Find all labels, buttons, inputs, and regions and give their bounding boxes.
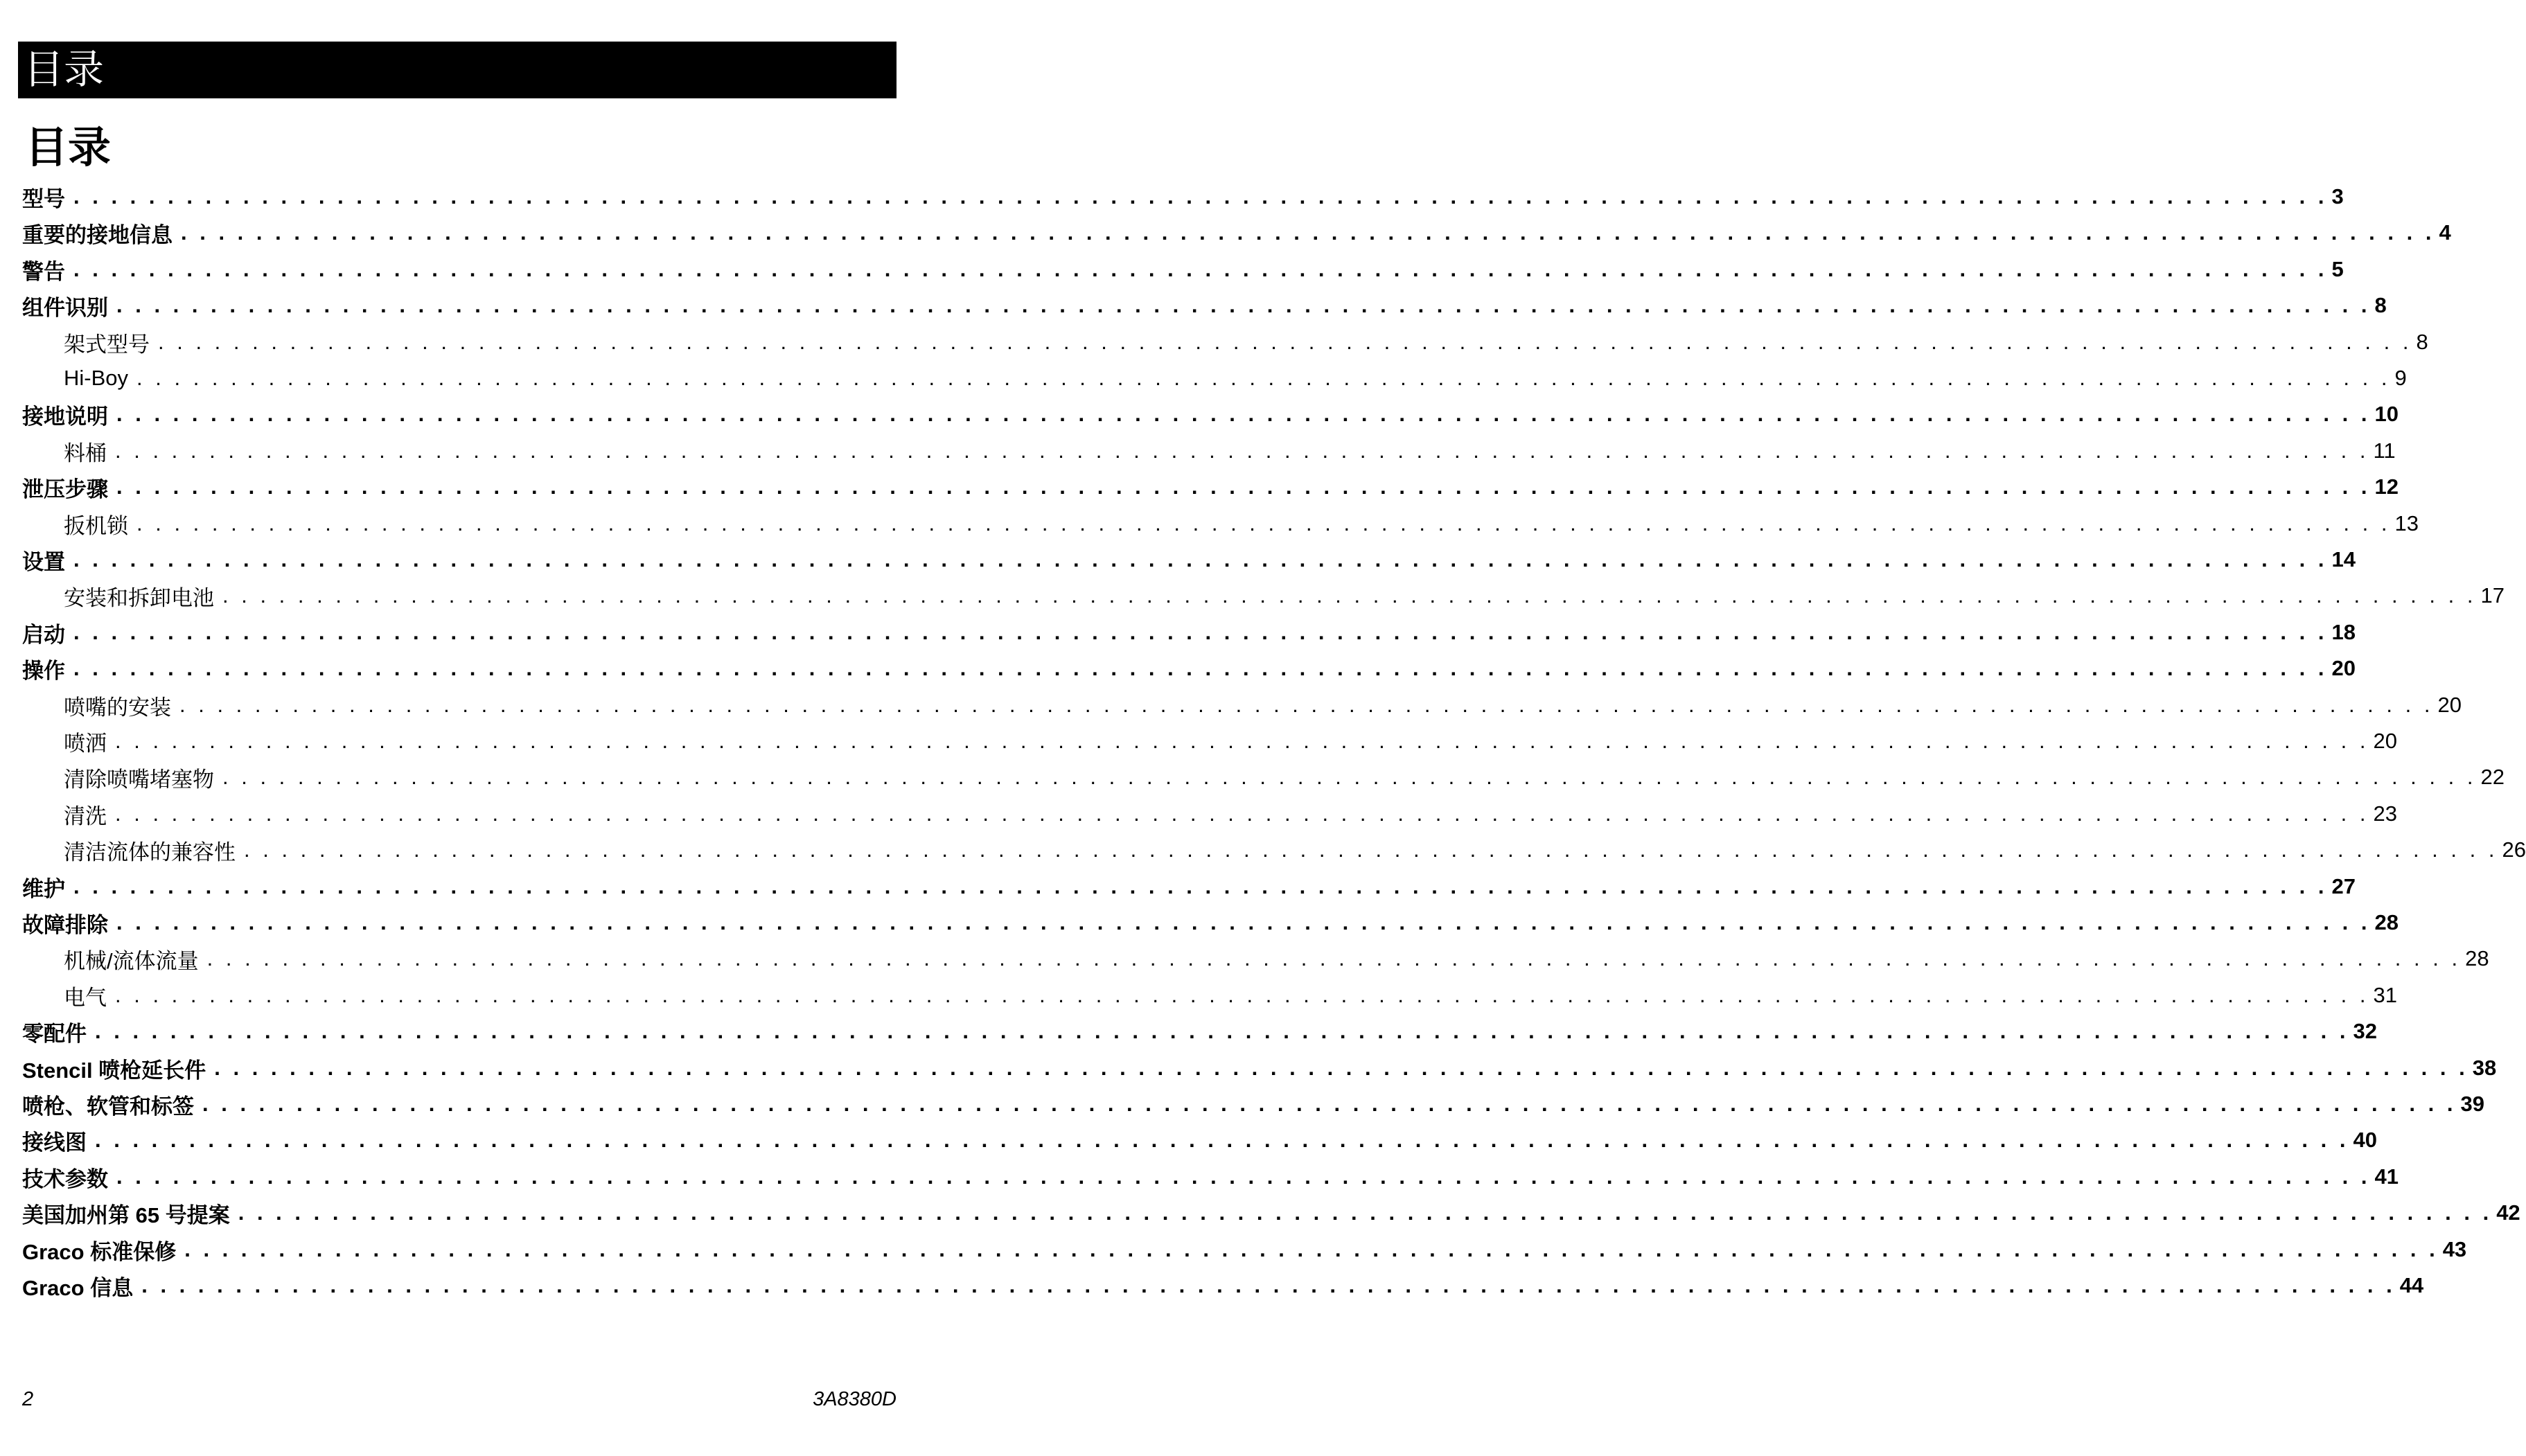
toc-entry-label: 技术参数 <box>22 1166 108 1191</box>
toc-entry-label: 接线图 <box>22 1130 87 1155</box>
toc-entry[interactable] <box>64 360 2407 396</box>
toc-entry[interactable] <box>22 1195 2520 1231</box>
toc-entry[interactable] <box>22 905 2399 941</box>
toc-dot-leader: . . . . . . . . . . . . . . . . . . . . . . . . . . . . . . . . . . . . . . . . . . . . . . . . . . . . . . . . . . . . . . . . . . . . . . . . . . . . . . . . . . . . . . . . . . . . . . . . . . . . . . . . . . . . . . . . . . . . . . . . <box>95 1128 2349 1152</box>
toc-entry-label: 维护 <box>22 876 65 901</box>
toc-entry-page: 20 <box>2437 693 2462 717</box>
toc-entry-label: 型号 <box>22 186 65 211</box>
toc-entry-label: 清除喷嘴堵塞物 <box>64 767 214 792</box>
toc-entry-page: 28 <box>2465 946 2489 970</box>
toc-dot-leader: . . . . . . . . . . . . . . . . . . . . . . . . . . . . . . . . . . . . . . . . . . . . . . . . . . . . . . . . . . . . . . . . . . . . . . . . . . . . . . . . . . . . . . . . . . . . . . . . . . . . . . . . . . . . . . . . . . . . . . . . <box>184 1237 2439 1261</box>
toc-entry-page: 4 <box>2439 220 2451 245</box>
toc-dot-leader: . . . . . . . . . . . . . . . . . . . . . . . . . . . . . . . . . . . . . . . . . . . . . . . . . . . . . . . . . . . . . . . . . . . . . . . . . . . . . . . . . . . . . . . . . . . . . . . . . . . . . . . . . . . . . . . . . . . . . . . . <box>115 983 2369 1007</box>
footer-page-number: 2 <box>22 1388 34 1410</box>
toc-entry[interactable] <box>22 179 2344 215</box>
toc-entry-page: 12 <box>2374 474 2399 499</box>
section-header-bar <box>18 42 897 98</box>
toc-dot-leader: . . . . . . . . . . . . . . . . . . . . . . . . . . . . . . . . . . . . . . . . . . . . . . . . . . . . . . . . . . . . . . . . . . . . . . . . . . . . . . . . . . . . . . . . . . . . . . . . . . . . . . . . . . . . . . . . . . . . . . . . <box>214 1056 2468 1080</box>
toc-dot-leader: . . . . . . . . . . . . . . . . . . . . . . . . . . . . . . . . . . . . . . . . . . . . . . . . . . . . . . . . . . . . . . . . . . . . . . . . . . . . . . . . . . . . . . . . . . . . . . . . . . . . . . . . . . . . . . . . . . . . . . . . <box>116 293 2371 317</box>
toc-entry-label: Graco 标准保修 <box>22 1239 177 1264</box>
toc-entry-label: 启动 <box>22 622 65 647</box>
toc-entry[interactable] <box>22 542 2356 578</box>
toc-entry-page: 44 <box>2399 1273 2424 1297</box>
toc-dot-leader: . . . . . . . . . . . . . . . . . . . . . . . . . . . . . . . . . . . . . . . . . . . . . . . . . . . . . . . . . . . . . . . . . . . . . . . . . . . . . . . . . . . . . . . . . . . . . . . . . . . . . . . . . . . . . . . . . . . . . . . . <box>206 946 2462 970</box>
toc-entry[interactable] <box>22 1122 2377 1158</box>
toc-dot-leader: . . . . . . . . . . . . . . . . . . . . . . . . . . . . . . . . . . . . . . . . . . . . . . . . . . . . . . . . . . . . . . . . . . . . . . . . . . . . . . . . . . . . . . . . . . . . . . . . . . . . . . . . . . . . . . . . . . . . . . . . <box>136 511 2391 535</box>
toc-entry-label: Stencil 喷枪延长件 <box>22 1058 206 1083</box>
toc-entry-page: 31 <box>2373 983 2397 1007</box>
toc-entry-page: 28 <box>2374 910 2399 934</box>
toc-entry-page: 5 <box>2331 257 2344 281</box>
toc-entry[interactable] <box>64 433 2396 469</box>
toc-entry-label: 接地说明 <box>22 404 108 429</box>
toc-dot-leader: . . . . . . . . . . . . . . . . . . . . . . . . . . . . . . . . . . . . . . . . . . . . . . . . . . . . . . . . . . . . . . . . . . . . . . . . . . . . . . . . . . . . . . . . . . . . . . . . . . . . . . . . . . . . . . . . . . . . . . . . <box>73 874 2328 898</box>
toc-entry[interactable] <box>64 941 2489 977</box>
toc-entry[interactable] <box>22 869 2356 905</box>
toc-dot-leader: . . . . . . . . . . . . . . . . . . . . . . . . . . . . . . . . . . . . . . . . . . . . . . . . . . . . . . . . . . . . . . . . . . . . . . . . . . . . . . . . . . . . . . . . . . . . . . . . . . . . . . . . . . . . . . . . . . . . . . . . <box>244 837 2498 862</box>
toc-entry[interactable] <box>64 796 2397 832</box>
toc-entry-page: 42 <box>2496 1200 2520 1225</box>
toc-entry[interactable] <box>22 614 2356 650</box>
toc-entry[interactable] <box>22 1268 2424 1304</box>
toc-entry-page: 3 <box>2331 184 2344 208</box>
toc-entry[interactable] <box>64 977 2397 1013</box>
toc-entry-label: 料桶 <box>64 441 107 465</box>
toc-entry[interactable] <box>64 687 2462 723</box>
toc-dot-leader: . . . . . . . . . . . . . . . . . . . . . . . . . . . . . . . . . . . . . . . . . . . . . . . . . . . . . . . . . . . . . . . . . . . . . . . . . . . . . . . . . . . . . . . . . . . . . . . . . . . . . . . . . . . . . . . . . . . . . . . . <box>116 474 2371 499</box>
toc-entry-page: 13 <box>2394 511 2419 535</box>
toc-entry-page: 23 <box>2373 801 2397 826</box>
toc-entry-page: 41 <box>2374 1164 2399 1189</box>
toc-entry[interactable] <box>22 215 2451 251</box>
toc-entry-label: 警告 <box>22 259 65 284</box>
toc-entry-label: 设置 <box>22 549 65 574</box>
toc-dot-leader: . . . . . . . . . . . . . . . . . . . . . . . . . . . . . . . . . . . . . . . . . . . . . . . . . . . . . . . . . . . . . . . . . . . . . . . . . . . . . . . . . . . . . . . . . . . . . . . . . . . . . . . . . . . . . . . . . . . . . . . . <box>115 801 2369 826</box>
toc-entry-page: 8 <box>2374 293 2387 317</box>
toc-dot-leader: . . . . . . . . . . . . . . . . . . . . . . . . . . . . . . . . . . . . . . . . . . . . . . . . . . . . . . . . . . . . . . . . . . . . . . . . . . . . . . . . . . . . . . . . . . . . . . . . . . . . . . . . . . . . . . . . . . . . . . . . <box>116 402 2371 426</box>
toc-entry[interactable] <box>64 506 2419 542</box>
toc-entry-label: 组件识别 <box>22 295 108 320</box>
toc-dot-leader: . . . . . . . . . . . . . . . . . . . . . . . . . . . . . . . . . . . . . . . . . . . . . . . . . . . . . . . . . . . . . . . . . . . . . . . . . . . . . . . . . . . . . . . . . . . . . . . . . . . . . . . . . . . . . . . . . . . . . . . . <box>95 1019 2349 1043</box>
toc-entry[interactable] <box>22 650 2356 686</box>
toc-entry-page: 22 <box>2480 765 2505 789</box>
toc-entry-page: 14 <box>2331 547 2356 571</box>
toc-entry-page: 10 <box>2374 402 2399 426</box>
toc-entry-label: Graco 信息 <box>22 1275 134 1300</box>
toc-entry-page: 43 <box>2442 1237 2467 1261</box>
toc-entry-label: 架式型号 <box>64 332 150 357</box>
toc-dot-leader: . . . . . . . . . . . . . . . . . . . . . . . . . . . . . . . . . . . . . . . . . . . . . . . . . . . . . . . . . . . . . . . . . . . . . . . . . . . . . . . . . . . . . . . . . . . . . . . . . . . . . . . . . . . . . . . . . . . . . . . . <box>116 910 2371 934</box>
toc-entry-label: 安装和拆卸电池 <box>64 585 214 610</box>
toc-entry[interactable] <box>22 1086 2484 1122</box>
toc-dot-leader: . . . . . . . . . . . . . . . . . . . . . . . . . . . . . . . . . . . . . . . . . . . . . . . . . . . . . . . . . . . . . . . . . . . . . . . . . . . . . . . . . . . . . . . . . . . . . . . . . . . . . . . . . . . . . . . . . . . . . . . . <box>158 330 2412 354</box>
toc-dot-leader: . . . . . . . . . . . . . . . . . . . . . . . . . . . . . . . . . . . . . . . . . . . . . . . . . . . . . . . . . . . . . . . . . . . . . . . . . . . . . . . . . . . . . . . . . . . . . . . . . . . . . . . . . . . . . . . . . . . . . . . . <box>73 547 2328 571</box>
toc-entry-page: 39 <box>2460 1092 2484 1116</box>
toc-entry-label: 机械/流体流量 <box>64 948 199 973</box>
toc-dot-leader: . . . . . . . . . . . . . . . . . . . . . . . . . . . . . . . . . . . . . . . . . . . . . . . . . . . . . . . . . . . . . . . . . . . . . . . . . . . . . . . . . . . . . . . . . . . . . . . . . . . . . . . . . . . . . . . . . . . . . . . . <box>222 765 2477 789</box>
toc-entry-label: 扳机锁 <box>64 513 128 538</box>
toc-entry-page: 26 <box>2502 837 2526 862</box>
toc-entry-page: 18 <box>2331 620 2356 644</box>
toc-dot-leader: . . . . . . . . . . . . . . . . . . . . . . . . . . . . . . . . . . . . . . . . . . . . . . . . . . . . . . . . . . . . . . . . . . . . . . . . . . . . . . . . . . . . . . . . . . . . . . . . . . . . . . . . . . . . . . . . . . . . . . . . <box>115 438 2369 463</box>
toc-entry-page: 32 <box>2353 1019 2377 1043</box>
toc-entry[interactable] <box>22 469 2399 505</box>
toc-dot-leader: . . . . . . . . . . . . . . . . . . . . . . . . . . . . . . . . . . . . . . . . . . . . . . . . . . . . . . . . . . . . . . . . . . . . . . . . . . . . . . . . . . . . . . . . . . . . . . . . . . . . . . . . . . . . . . . . . . . . . . . . <box>141 1273 2396 1297</box>
toc-entry-label: 喷枪、软管和标签 <box>22 1094 194 1119</box>
toc-entry[interactable] <box>64 832 2526 868</box>
toc-entry[interactable] <box>22 1159 2399 1195</box>
toc-entry[interactable] <box>22 1013 2377 1049</box>
toc-entry-label: 美国加州第 65 号提案 <box>22 1202 230 1227</box>
toc-entry-page: 20 <box>2373 729 2397 753</box>
toc-entry-page: 27 <box>2331 874 2356 898</box>
toc-entry[interactable] <box>22 1050 2497 1086</box>
toc-dot-leader: . . . . . . . . . . . . . . . . . . . . . . . . . . . . . . . . . . . . . . . . . . . . . . . . . . . . . . . . . . . . . . . . . . . . . . . . . . . . . . . . . . . . . . . . . . . . . . . . . . . . . . . . . . . . . . . . . . . . . . . . <box>116 1164 2371 1189</box>
toc-entry-label: 喷嘴的安装 <box>64 695 171 720</box>
toc-entry-page: 38 <box>2472 1056 2497 1080</box>
toc-entry-label: Hi-Boy <box>64 366 129 390</box>
toc-entry[interactable] <box>22 1232 2467 1268</box>
toc-entry[interactable] <box>64 723 2397 759</box>
toc-entry[interactable] <box>22 251 2344 287</box>
toc-dot-leader: . . . . . . . . . . . . . . . . . . . . . . . . . . . . . . . . . . . . . . . . . . . . . . . . . . . . . . . . . . . . . . . . . . . . . . . . . . . . . . . . . . . . . . . . . . . . . . . . . . . . . . . . . . . . . . . . . . . . . . . . <box>222 583 2477 607</box>
toc-entry-label: 故障排除 <box>22 912 108 937</box>
toc-dot-leader: . . . . . . . . . . . . . . . . . . . . . . . . . . . . . . . . . . . . . . . . . . . . . . . . . . . . . . . . . . . . . . . . . . . . . . . . . . . . . . . . . . . . . . . . . . . . . . . . . . . . . . . . . . . . . . . . . . . . . . . . <box>73 656 2328 680</box>
toc-entry[interactable] <box>64 324 2428 360</box>
toc-entry-page: 20 <box>2331 656 2356 680</box>
toc-entry-label: 泄压步骤 <box>22 477 108 501</box>
toc-entry-label: 电气 <box>64 985 107 1010</box>
toc-entry-label: 清洁流体的兼容性 <box>64 840 236 864</box>
footer-doc-id: 3A8380D <box>813 1388 897 1410</box>
toc-entry-label: 操作 <box>22 658 65 683</box>
section-header-title: 目录 <box>24 47 105 92</box>
toc-entry[interactable] <box>22 287 2387 323</box>
toc-dot-leader: . . . . . . . . . . . . . . . . . . . . . . . . . . . . . . . . . . . . . . . . . . . . . . . . . . . . . . . . . . . . . . . . . . . . . . . . . . . . . . . . . . . . . . . . . . . . . . . . . . . . . . . . . . . . . . . . . . . . . . . . <box>73 620 2328 644</box>
toc-dot-leader: . . . . . . . . . . . . . . . . . . . . . . . . . . . . . . . . . . . . . . . . . . . . . . . . . . . . . . . . . . . . . . . . . . . . . . . . . . . . . . . . . . . . . . . . . . . . . . . . . . . . . . . . . . . . . . . . . . . . . . . . <box>136 366 2391 390</box>
toc-entry[interactable] <box>64 759 2505 795</box>
toc-dot-leader: . . . . . . . . . . . . . . . . . . . . . . . . . . . . . . . . . . . . . . . . . . . . . . . . . . . . . . . . . . . . . . . . . . . . . . . . . . . . . . . . . . . . . . . . . . . . . . . . . . . . . . . . . . . . . . . . . . . . . . . . <box>73 257 2328 281</box>
toc-entry[interactable] <box>22 396 2399 432</box>
toc-dot-leader: . . . . . . . . . . . . . . . . . . . . . . . . . . . . . . . . . . . . . . . . . . . . . . . . . . . . . . . . . . . . . . . . . . . . . . . . . . . . . . . . . . . . . . . . . . . . . . . . . . . . . . . . . . . . . . . . . . . . . . . . <box>181 220 2435 245</box>
toc-dot-leader: . . . . . . . . . . . . . . . . . . . . . . . . . . . . . . . . . . . . . . . . . . . . . . . . . . . . . . . . . . . . . . . . . . . . . . . . . . . . . . . . . . . . . . . . . . . . . . . . . . . . . . . . . . . . . . . . . . . . . . . . <box>73 184 2328 208</box>
toc-entry-page: 9 <box>2394 366 2407 390</box>
toc-entry-label: 零配件 <box>22 1021 87 1046</box>
toc-entry-page: 8 <box>2416 330 2428 354</box>
toc-dot-leader: . . . . . . . . . . . . . . . . . . . . . . . . . . . . . . . . . . . . . . . . . . . . . . . . . . . . . . . . . . . . . . . . . . . . . . . . . . . . . . . . . . . . . . . . . . . . . . . . . . . . . . . . . . . . . . . . . . . . . . . . <box>238 1200 2493 1225</box>
toc-entry-label: 喷洒 <box>64 731 107 756</box>
toc-entry[interactable] <box>64 578 2505 614</box>
toc-dot-leader: . . . . . . . . . . . . . . . . . . . . . . . . . . . . . . . . . . . . . . . . . . . . . . . . . . . . . . . . . . . . . . . . . . . . . . . . . . . . . . . . . . . . . . . . . . . . . . . . . . . . . . . . . . . . . . . . . . . . . . . . <box>115 729 2369 753</box>
page-title: 目录 <box>25 124 112 172</box>
toc-entry-page: 40 <box>2353 1128 2377 1152</box>
toc-entry-page: 11 <box>2373 438 2396 463</box>
toc-dot-leader: . . . . . . . . . . . . . . . . . . . . . . . . . . . . . . . . . . . . . . . . . . . . . . . . . . . . . . . . . . . . . . . . . . . . . . . . . . . . . . . . . . . . . . . . . . . . . . . . . . . . . . . . . . . . . . . . . . . . . . . . <box>202 1092 2457 1116</box>
toc-dot-leader: . . . . . . . . . . . . . . . . . . . . . . . . . . . . . . . . . . . . . . . . . . . . . . . . . . . . . . . . . . . . . . . . . . . . . . . . . . . . . . . . . . . . . . . . . . . . . . . . . . . . . . . . . . . . . . . . . . . . . . . . <box>179 693 2434 717</box>
toc-entry-page: 17 <box>2480 583 2505 607</box>
toc-entry-label: 清洗 <box>64 804 107 828</box>
toc-entry-label: 重要的接地信息 <box>22 222 173 247</box>
